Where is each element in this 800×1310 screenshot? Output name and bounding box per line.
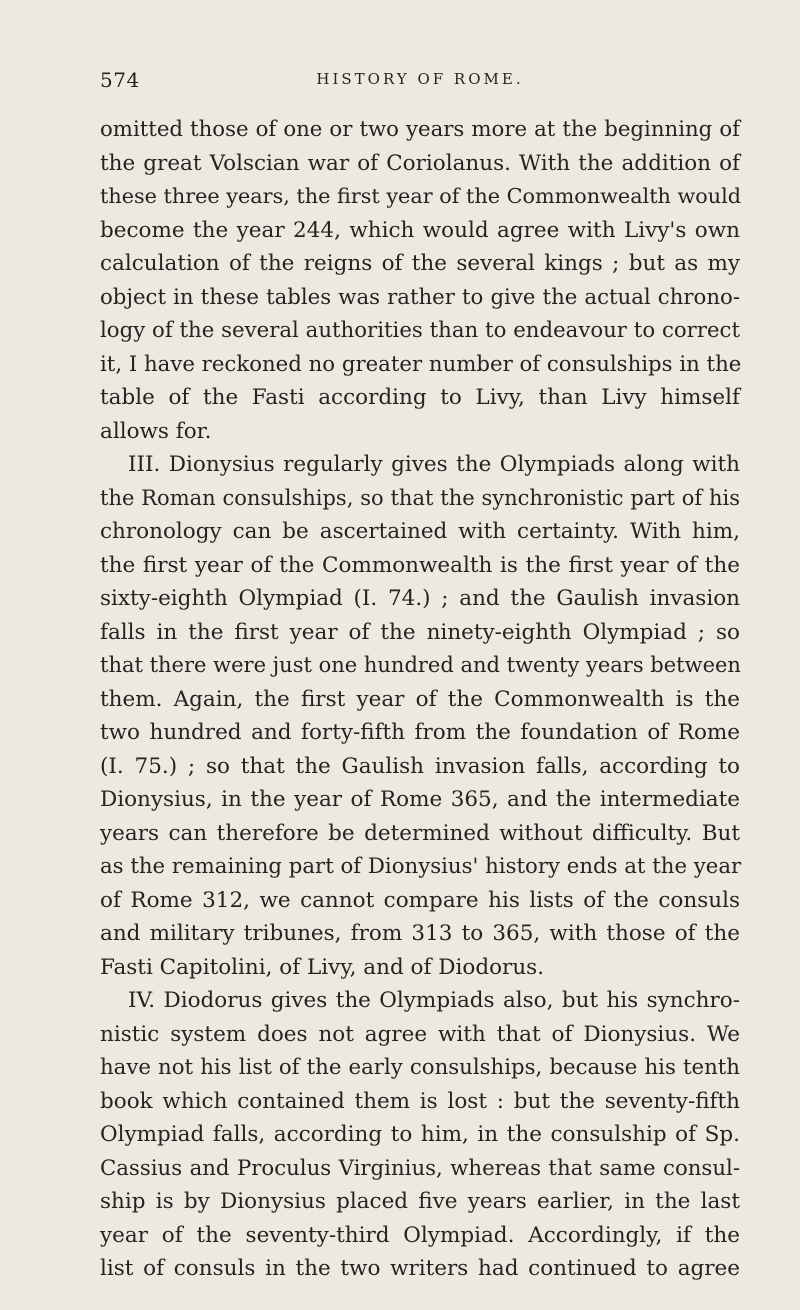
page-number: 574	[100, 68, 140, 92]
text-line: (I. 75.) ; so that the Gaulish invasion falls, according to	[100, 753, 740, 779]
text-line: have not his list of the early consulships, because his tenth	[100, 1055, 740, 1080]
text-line: the first year of the Commonwealth is the first year of the	[100, 552, 740, 578]
text-line: ship is by Dionysius placed five years earlier, in the last	[100, 1189, 740, 1214]
text-line: object in these tables was rather to give the actual chrono-	[100, 284, 740, 310]
text-line: year of the seventy-third Olympiad. Accordingly, if the	[100, 1222, 740, 1248]
page-header	[100, 68, 740, 92]
text-line: years can therefore be determined without difficulty. But	[100, 820, 740, 846]
text-line: the Roman consulships, so that the synchronistic part of his	[100, 485, 740, 510]
text-line: Cassius and Proculus Virginius, whereas that same consul-	[100, 1155, 740, 1181]
text-line: table of the Fasti according to Livy, than Livy himself	[100, 385, 740, 410]
text-line: them. Again, the first year of the Commonwealth is the	[100, 686, 740, 712]
running-head: HISTORY OF ROME.	[316, 70, 524, 88]
paragraph-start-line: IV. Diodorus gives the Olympiads also, but his synchro-	[128, 988, 740, 1013]
text-line: chronology can be ascertained with certainty. With him,	[100, 519, 740, 544]
text-line: book which contained them is lost : but the seventy-fifth	[100, 1088, 740, 1114]
text-line: falls in the first year of the ninety-eighth Olympiad ; so	[100, 619, 740, 645]
text-line: as the remaining part of Dionysius' history ends at the year	[100, 854, 742, 879]
text-line: nistic system does not agree with that of Dionysius. We	[100, 1021, 740, 1047]
text-line: calculation of the reigns of the several kings ; but as my	[100, 251, 740, 276]
text-line: Olympiad falls, according to him, in the consulship of Sp.	[100, 1122, 740, 1147]
text-line: it, I have reckoned no greater number of consulships in the	[100, 351, 742, 377]
text-line: become the year 244, which would agree with Livy's own	[100, 217, 740, 243]
text-line: that there were just one hundred and twenty years between	[100, 653, 741, 677]
paragraph-start-line: III. Dionysius regularly gives the Olympiads along with	[128, 452, 740, 477]
text-line: Fasti Capitolini, of Livy, and of Diodorus.	[100, 954, 545, 980]
text-line: sixty-eighth Olympiad (I. 74.) ; and the Gaulish invasion	[100, 586, 740, 611]
body-text	[100, 113, 740, 1286]
text-line: list of consuls in the two writers had continued to agree	[100, 1256, 740, 1281]
text-line: omitted those of one or two years more at the beginning of	[100, 117, 740, 142]
text-line: these three years, the first year of the Commonwealth would	[100, 184, 742, 208]
text-line: Dionysius, in the year of Rome 365, and the intermediate	[100, 787, 740, 812]
text-line: logy of the several authorities than to endeavour to correct	[100, 318, 740, 343]
text-line: allows for.	[100, 418, 212, 444]
text-line: and military tribunes, from 313 to 365, with those of the	[100, 921, 740, 946]
text-line: two hundred and forty-fifth from the foundation of Rome	[100, 720, 740, 745]
text-line: of Rome 312, we cannot compare his lists of the consuls	[100, 887, 740, 913]
text-line: the great Volscian war of Coriolanus. With the addition of	[100, 150, 740, 176]
